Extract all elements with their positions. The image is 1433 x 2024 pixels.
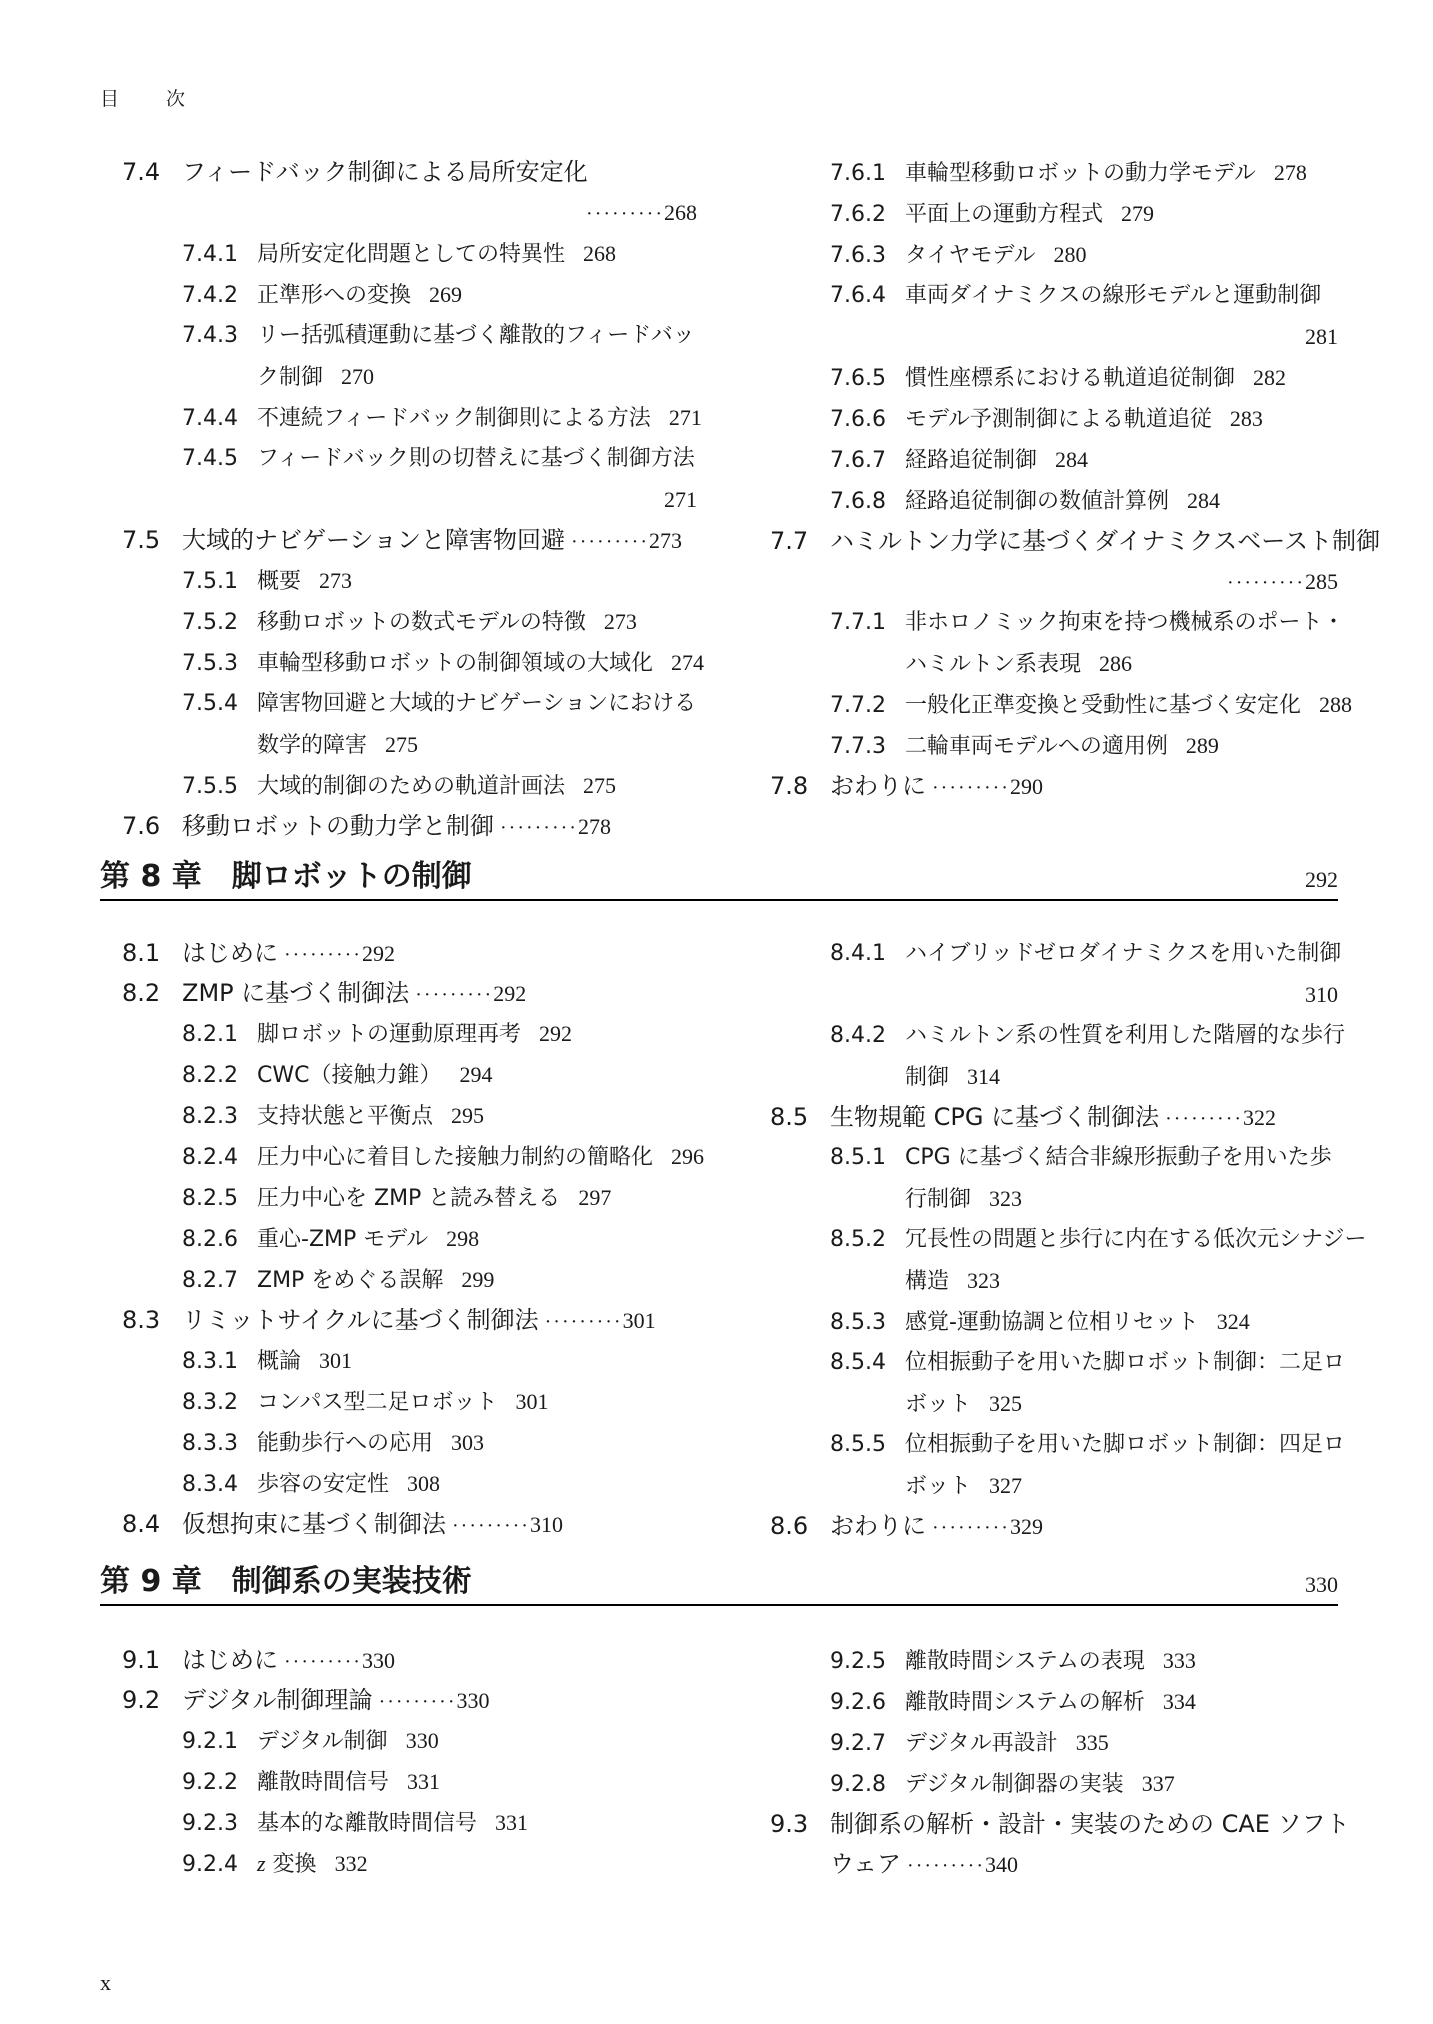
toc-subsection-continuation — [770, 643, 1338, 684]
subsection-title: 脚ロボットの運動原理再考 — [257, 1022, 522, 1047]
toc-subsection-entry — [122, 315, 697, 356]
section-title: 移動ロボットの動力学と制御 — [182, 812, 494, 840]
section-number: 8.1 — [122, 939, 161, 967]
toc-section-entry — [770, 521, 1381, 561]
toc-section-entry — [122, 520, 697, 560]
toc-subsection-entry — [122, 1340, 697, 1381]
page-number: 282 — [1253, 365, 1287, 390]
leader-dots: ········· — [284, 944, 362, 966]
subsection-title: 車輪型移動ロボットの制御領域の大域化 — [257, 651, 654, 676]
page-number: 310 — [1305, 982, 1338, 1007]
page-number: 292 — [493, 981, 527, 1006]
toc-subsection-continuation — [770, 1056, 1338, 1097]
subsection-title: 位相振動子を用いた脚ロボット制御：四足ロ — [905, 1432, 1346, 1457]
page-number: 288 — [1319, 692, 1353, 717]
toc-section-entry — [122, 1300, 697, 1340]
toc-subsection-entry — [770, 1219, 1367, 1260]
toc-subsection-entry — [122, 560, 697, 601]
subsection-title: 経路追従制御 — [905, 448, 1038, 473]
section-title: ハミルトン力学に基づくダイナミクスベースト制御 — [830, 527, 1381, 555]
leader-dots: ········· — [1165, 1108, 1244, 1130]
toc-section-entry — [122, 152, 697, 192]
subsection-number: 8.2.2 — [182, 1063, 238, 1088]
subsection-title: 基本的な離散時間信号 — [257, 1811, 478, 1836]
page-number: 283 — [1229, 406, 1263, 431]
toc-subsection-entry — [122, 1761, 697, 1802]
subsection-title: 離散時間システムの解析 — [905, 1690, 1145, 1715]
subsection-title: 変換 — [265, 1852, 317, 1877]
toc-section-entry — [770, 766, 1338, 806]
section-number: 7.7 — [770, 527, 809, 555]
page-number: 284 — [1055, 447, 1089, 472]
subsection-number: 8.5.1 — [830, 1145, 886, 1170]
toc-section-entry — [122, 1640, 697, 1680]
subsection-title: デジタル制御器の実装 — [905, 1772, 1124, 1797]
section-number: 7.8 — [770, 772, 809, 800]
subsection-title: タイヤモデル — [905, 243, 1036, 268]
section-title: ZMP に基づく制御法 — [182, 979, 410, 1007]
page-number: 331 — [407, 1769, 441, 1794]
subsection-title: 車輪型移動ロボットの動力学モデル — [905, 161, 1256, 186]
subsection-title: 二輪車両モデルへの適用例 — [905, 734, 1168, 759]
subsection-title: 能動歩行への応用 — [257, 1431, 434, 1456]
subsection-title: 制御 — [905, 1065, 950, 1090]
toc-column-ch7-right — [770, 152, 1381, 806]
section-title: ウェア — [830, 1850, 902, 1878]
subsection-number: 8.5.5 — [830, 1432, 886, 1457]
subsection-number: 7.6.4 — [830, 283, 886, 308]
toc-subsection-entry — [122, 1095, 697, 1136]
page-number: 278 — [1273, 160, 1307, 185]
section-number: 9.1 — [122, 1646, 161, 1674]
subsection-number: 8.2.6 — [182, 1227, 238, 1252]
page-number: 296 — [671, 1144, 705, 1169]
subsection-title: リー括弧積運動に基づく離散的フィードバッ — [257, 323, 695, 348]
subsection-title: 移動ロボットの数式モデルの特徴 — [257, 610, 586, 635]
toc-subsection-entry — [770, 357, 1338, 398]
subsection-number: 7.7.3 — [830, 734, 886, 759]
chapter-page: 330 — [1305, 1572, 1338, 1597]
toc-section-entry — [770, 1097, 1338, 1137]
toc-subsection-entry — [770, 602, 1345, 643]
chapter-title: 第 9 章 制御系の実装技術 — [100, 1564, 472, 1599]
toc-column-ch8-left — [122, 933, 705, 1544]
subsection-title: 歩容の安定性 — [257, 1472, 390, 1497]
toc-page-line — [122, 479, 697, 520]
section-title: おわりに — [830, 1512, 926, 1540]
subsection-title: 圧力中心に着目した接触力制約の簡略化 — [257, 1145, 654, 1170]
section-number: 8.3 — [122, 1306, 161, 1334]
page-number: 337 — [1141, 1771, 1175, 1796]
page-number: 285 — [1305, 569, 1338, 594]
subsection-number: 7.6.1 — [830, 161, 886, 186]
toc-subsection-entry — [770, 275, 1338, 316]
toc-subsection-entry — [770, 439, 1338, 480]
subsection-title: 支持状態と平衡点 — [257, 1104, 434, 1129]
toc-column-ch9-left — [122, 1640, 697, 1884]
subsection-number: 7.5.4 — [182, 691, 238, 716]
toc-subsection-entry — [122, 1013, 697, 1054]
page-number: 294 — [459, 1062, 493, 1087]
toc-subsection-entry — [770, 1763, 1338, 1804]
subsection-title: ZMP をめぐる誤解 — [257, 1268, 444, 1293]
subsection-title: 冗長性の問題と歩行に内在する低次元シナジー — [905, 1227, 1367, 1252]
toc-subsection-entry — [122, 765, 697, 806]
leader-dots: ········· — [284, 1651, 362, 1673]
subsection-number: 7.7.2 — [830, 693, 886, 718]
page-number: 273 — [649, 528, 682, 553]
subsection-number: 8.5.4 — [830, 1350, 886, 1375]
page-number: 330 — [361, 1648, 395, 1673]
page-number: 271 — [664, 487, 697, 512]
subsection-title: 経路追従制御の数値計算例 — [905, 489, 1170, 514]
section-title: リミットサイクルに基づく制御法 — [182, 1306, 539, 1334]
page-number: 330 — [456, 1688, 490, 1713]
section-number: 7.4 — [122, 158, 161, 186]
toc-subsection-entry — [122, 233, 697, 274]
subsection-title: 感覚-運動協調と位相リセット — [905, 1310, 1199, 1335]
subsection-title: 局所安定化問題としての特異性 — [257, 242, 566, 267]
subsection-title: ハイブリッドゼロダイナミクスを用いた制御 — [905, 941, 1342, 966]
page-number: 280 — [1053, 242, 1087, 267]
page-number: 330 — [405, 1728, 439, 1753]
subsection-title: デジタル制御 — [257, 1729, 388, 1754]
toc-subsection-entry — [122, 1177, 697, 1218]
toc-subsection-continuation — [122, 724, 697, 765]
chapter-9-heading — [100, 1560, 1338, 1606]
subsection-number: 8.5.3 — [830, 1310, 886, 1335]
leader-dots: ········· — [571, 531, 649, 553]
toc-subsection-entry — [122, 642, 705, 683]
page-number: 279 — [1121, 201, 1155, 226]
toc-column-ch8-right — [770, 933, 1367, 1546]
toc-section-entry-continued — [770, 1844, 1338, 1884]
subsection-number: 7.4.3 — [182, 323, 238, 348]
subsection-number: 8.3.3 — [182, 1431, 238, 1456]
toc-subsection-continuation — [770, 1178, 1338, 1219]
toc-subsection-entry — [122, 1843, 697, 1884]
toc-subsection-entry — [770, 1015, 1346, 1056]
page-number: 286 — [1099, 651, 1133, 676]
subsection-number: 8.3.2 — [182, 1390, 238, 1415]
toc-column-ch7-left — [122, 152, 705, 846]
page-number: 292 — [361, 941, 395, 966]
page-number: 299 — [461, 1267, 495, 1292]
subsection-number: 7.4.1 — [182, 242, 238, 267]
toc-subsection-entry — [770, 1640, 1338, 1681]
subsection-number: 7.5.2 — [182, 610, 238, 635]
subsection-number: 8.2.7 — [182, 1268, 238, 1293]
subsection-title: 圧力中心を ZMP と読み替える — [257, 1186, 561, 1211]
toc-subsection-continuation — [770, 1260, 1338, 1301]
toc-subsection-entry — [770, 1301, 1338, 1342]
leader-dots: ········· — [452, 1515, 530, 1537]
subsection-title: モデル予測制御による軌道追従 — [905, 407, 1212, 432]
toc-subsection-entry — [122, 1463, 697, 1504]
page-number: 327 — [989, 1473, 1023, 1498]
page-number: 292 — [539, 1021, 573, 1046]
section-title: フィードバック制御による局所安定化 — [182, 158, 588, 186]
page-number: 295 — [451, 1103, 485, 1128]
subsection-number: 9.2.6 — [830, 1690, 886, 1715]
page-number: 310 — [529, 1512, 563, 1537]
page-number: 333 — [1162, 1648, 1196, 1673]
subsection-number: 7.5.3 — [182, 651, 238, 676]
leader-dots: ········· — [932, 777, 1010, 799]
subsection-number: 7.4.4 — [182, 406, 238, 431]
page-number: 324 — [1216, 1309, 1250, 1334]
subsection-title: 数学的障害 — [257, 733, 368, 758]
toc-subsection-entry — [770, 1424, 1346, 1465]
subsection-title: ハミルトン系の性質を利用した階層的な歩行 — [905, 1023, 1346, 1048]
toc-section-entry — [770, 1506, 1338, 1546]
section-title: はじめに — [182, 939, 278, 967]
subsection-title: ボット — [905, 1392, 972, 1417]
leader-dots: ········· — [586, 203, 664, 225]
toc-subsection-entry — [122, 1802, 697, 1843]
toc-subsection-entry — [122, 1136, 705, 1177]
page-number: 270 — [341, 364, 375, 389]
subsection-number: 9.2.8 — [830, 1772, 886, 1797]
subsection-number: 7.6.2 — [830, 202, 886, 227]
subsection-number: 8.2.4 — [182, 1145, 238, 1170]
page-number: 308 — [407, 1471, 441, 1496]
page-number: 298 — [446, 1226, 480, 1251]
page-number: 275 — [385, 732, 419, 757]
page-number: 334 — [1162, 1689, 1196, 1714]
subsection-number: 9.2.2 — [182, 1770, 238, 1795]
toc-subsection-entry — [770, 398, 1338, 439]
section-number: 8.5 — [770, 1103, 809, 1131]
subsection-number: 7.6.5 — [830, 366, 886, 391]
toc-section-page-line — [122, 192, 697, 233]
section-title: 生物規範 CPG に基づく制御法 — [830, 1103, 1160, 1131]
chapter-title: 第 8 章 脚ロボットの制御 — [100, 859, 472, 894]
page-number: 268 — [664, 200, 697, 225]
toc-subsection-entry — [770, 234, 1338, 275]
page-number: 269 — [429, 282, 463, 307]
toc-subsection-entry — [770, 193, 1338, 234]
subsection-number: 7.6.3 — [830, 243, 886, 268]
toc-subsection-entry — [122, 1259, 697, 1300]
toc-subsection-entry — [122, 397, 702, 438]
leader-dots: ········· — [907, 1855, 985, 1877]
leader-dots: ········· — [1227, 572, 1305, 594]
page-number: 325 — [989, 1391, 1023, 1416]
toc-subsection-entry — [770, 480, 1338, 521]
page-number: 331 — [495, 1810, 529, 1835]
toc-subsection-continuation — [770, 1383, 1338, 1424]
subsection-title: 車両ダイナミクスの線形モデルと運動制御 — [905, 283, 1322, 308]
page-number: 323 — [989, 1186, 1023, 1211]
page-number: 278 — [577, 814, 611, 839]
chapter-page: 292 — [1305, 867, 1338, 892]
subsection-number: 7.5.5 — [182, 774, 238, 799]
subsection-number: 8.3.4 — [182, 1472, 238, 1497]
subsection-title: デジタル再設計 — [905, 1731, 1058, 1756]
subsection-title: 大域的制御のための軌道計画法 — [257, 774, 566, 799]
section-title: 仮想拘束に基づく制御法 — [182, 1510, 446, 1538]
subsection-number: 7.4.2 — [182, 283, 238, 308]
subsection-number: 7.6.7 — [830, 448, 886, 473]
section-number: 8.2 — [122, 979, 161, 1007]
toc-section-page-line — [770, 561, 1338, 602]
subsection-title: 構造 — [905, 1269, 950, 1294]
page-number: 301 — [622, 1308, 656, 1333]
page-number: 273 — [603, 609, 637, 634]
page-number: 289 — [1185, 733, 1219, 758]
page-number: 268 — [583, 241, 617, 266]
subsection-number: 8.2.3 — [182, 1104, 238, 1129]
subsection-title: CPG に基づく結合非線形振動子を用いた歩 — [905, 1145, 1332, 1170]
page-number: 290 — [1009, 774, 1043, 799]
subsection-title: 離散時間システムの表現 — [905, 1649, 1145, 1674]
toc-subsection-entry — [770, 1722, 1338, 1763]
page-number: 274 — [671, 650, 705, 675]
section-number: 8.4 — [122, 1510, 161, 1538]
page-number: x — [100, 1970, 111, 1995]
toc-subsection-continuation — [770, 1465, 1338, 1506]
toc-subsection-entry — [122, 601, 697, 642]
toc-subsection-entry — [122, 1720, 697, 1761]
toc-section-entry — [122, 973, 697, 1013]
page-number: 323 — [967, 1268, 1001, 1293]
subsection-number: 9.2.5 — [830, 1649, 886, 1674]
subsection-title: CWC（接触力錐） — [257, 1063, 442, 1088]
toc-subsection-entry — [122, 274, 697, 315]
page-number: 340 — [985, 1852, 1018, 1877]
leader-dots: ········· — [378, 1691, 457, 1713]
toc-subsection-entry — [122, 683, 697, 724]
subsection-number: 7.6.8 — [830, 489, 886, 514]
page-number: 271 — [668, 405, 702, 430]
page-number: 301 — [515, 1389, 549, 1414]
toc-subsection-entry — [770, 1342, 1346, 1383]
page-number: 335 — [1075, 1730, 1109, 1755]
subsection-number: 8.5.2 — [830, 1227, 886, 1252]
subsection-number: 7.4.5 — [182, 446, 238, 471]
toc-subsection-entry — [122, 1422, 697, 1463]
subsection-number: 9.2.1 — [182, 1729, 238, 1754]
toc-subsection-entry — [770, 725, 1338, 766]
toc-subsection-entry — [770, 1681, 1338, 1722]
toc-subsection-entry — [122, 1381, 697, 1422]
page-number: 301 — [319, 1348, 353, 1373]
subsection-number: 7.5.1 — [182, 569, 238, 594]
subsection-number: 7.7.1 — [830, 610, 886, 635]
chapter-8-heading — [100, 855, 1338, 901]
page-number: 273 — [319, 568, 353, 593]
subsection-title: 位相振動子を用いた脚ロボット制御：二足ロ — [905, 1350, 1346, 1375]
section-title: はじめに — [182, 1646, 278, 1674]
toc-section-entry — [770, 1804, 1350, 1844]
subsection-title: 重心-ZMP モデル — [257, 1227, 429, 1252]
subsection-title: 不連続フィードバック制御則による方法 — [257, 406, 651, 431]
toc-page-line — [770, 316, 1338, 357]
toc-subsection-entry — [770, 684, 1353, 725]
subsection-number: 9.2.7 — [830, 1731, 886, 1756]
subsection-number: 8.3.1 — [182, 1349, 238, 1374]
section-title: 大域的ナビゲーションと障害物回避 — [182, 526, 566, 554]
subsection-number: 7.6.6 — [830, 407, 886, 432]
page-number: 303 — [451, 1430, 485, 1455]
subsection-title: フィードバック則の切替えに基づく制御方法 — [257, 446, 695, 471]
running-header: 目 次 — [100, 88, 200, 110]
subsection-title: 離散時間信号 — [257, 1770, 390, 1795]
subsection-title: 概論 — [257, 1349, 302, 1374]
subsection-title: 概要 — [257, 569, 302, 594]
section-title: デジタル制御理論 — [182, 1686, 373, 1714]
page-number: 314 — [967, 1064, 1001, 1089]
toc-section-entry — [122, 1680, 697, 1720]
toc-subsection-entry — [122, 1218, 697, 1259]
toc-section-entry — [122, 933, 697, 973]
page-number: 284 — [1187, 488, 1221, 513]
leader-dots: ········· — [415, 984, 494, 1006]
page-number: 275 — [583, 773, 617, 798]
section-number: 7.6 — [122, 812, 161, 840]
subsection-title: ハミルトン系表現 — [905, 652, 1082, 677]
page-number: 332 — [334, 1851, 368, 1876]
page-number: 281 — [1305, 324, 1338, 349]
subsection-number: 9.2.4 — [182, 1852, 238, 1877]
subsection-number: 8.2.5 — [182, 1186, 238, 1211]
section-number: 7.5 — [122, 526, 161, 554]
subsection-title: 一般化正準変換と受動性に基づく安定化 — [905, 693, 1302, 718]
subsection-number: 8.4.2 — [830, 1023, 886, 1048]
subsection-title: 慣性座標系における軌道追従制御 — [905, 366, 1236, 391]
subsection-title: コンパス型二足ロボット — [257, 1390, 498, 1415]
page-number: 322 — [1243, 1105, 1277, 1130]
toc-column-ch9-right — [770, 1640, 1350, 1884]
toc-subsection-entry — [770, 1137, 1338, 1178]
leader-dots: ········· — [544, 1311, 623, 1333]
subsection-title: 障害物回避と大域的ナビゲーションにおける — [257, 691, 697, 716]
subsection-number: 8.4.1 — [830, 941, 886, 966]
subsection-title: 行制御 — [905, 1187, 972, 1212]
toc-page-line — [770, 974, 1338, 1015]
subsection-title: 正準形への変換 — [257, 283, 412, 308]
subsection-number: 8.2.1 — [182, 1022, 238, 1047]
toc-subsection-entry — [770, 933, 1342, 974]
toc-subsection-entry — [122, 438, 697, 479]
leader-dots: ········· — [932, 1517, 1010, 1539]
section-number: 9.3 — [770, 1810, 809, 1838]
toc-subsection-entry — [770, 152, 1338, 193]
math-variable: z — [257, 1851, 266, 1876]
section-title: おわりに — [830, 772, 926, 800]
toc-subsection-entry — [122, 1054, 697, 1095]
subsection-title: 平面上の運動方程式 — [905, 202, 1104, 227]
subsection-number: 9.2.3 — [182, 1811, 238, 1836]
subsection-title: ク制御 — [257, 365, 324, 390]
subsection-title: 非ホロノミック拘束を持つ機械系のポート・ — [905, 610, 1345, 635]
section-number: 8.6 — [770, 1512, 809, 1540]
section-title: 制御系の解析・設計・実装のための CAE ソフト — [830, 1810, 1350, 1838]
toc-section-entry — [122, 1504, 697, 1544]
page-number: 329 — [1009, 1514, 1043, 1539]
toc-section-entry — [122, 806, 697, 846]
subsection-title: ボット — [905, 1474, 972, 1499]
toc-subsection-continuation — [122, 356, 697, 397]
section-number: 9.2 — [122, 1686, 161, 1714]
page-number: 297 — [578, 1185, 612, 1210]
leader-dots: ········· — [500, 817, 578, 839]
